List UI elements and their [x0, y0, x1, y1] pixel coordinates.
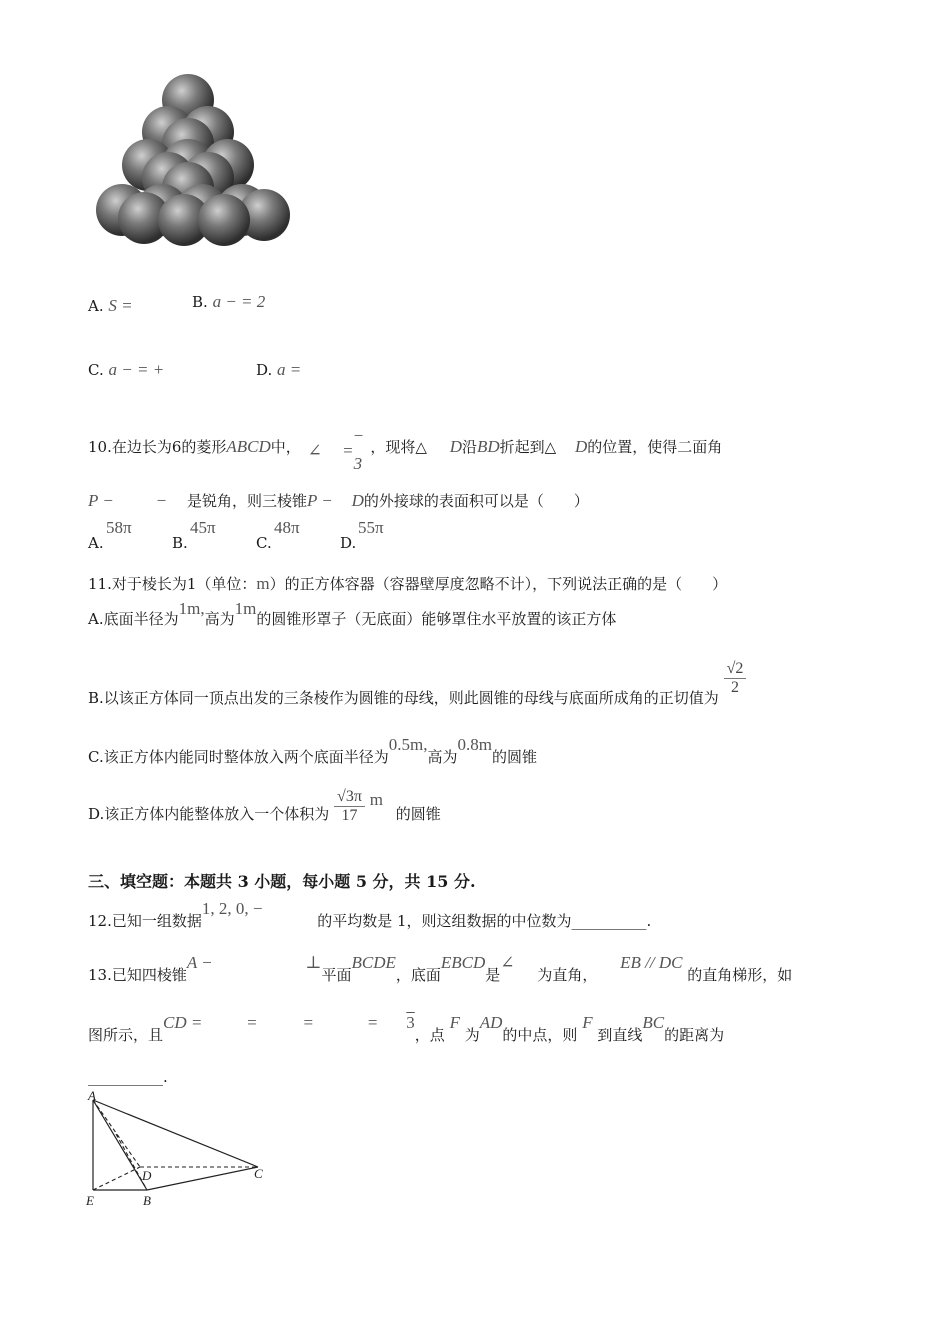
q10-var: − — [156, 491, 167, 510]
q13-perp: ⊥ — [305, 953, 322, 972]
q13-eq: = — [247, 1013, 257, 1032]
q11-value: 0.5m, — [388, 735, 428, 754]
q11-option-a — [88, 599, 617, 629]
q10-line1: 10.在边长为6的菱形ABCD中， ∠ = − 3 ，现将△ D沿BD折起到△ D的位置，使得二面角 — [88, 426, 723, 473]
q13-var: CD = — [163, 1013, 203, 1032]
label-c: C — [254, 1166, 263, 1181]
q9-option-c — [88, 360, 164, 380]
q10-rhombus: ABCD — [226, 437, 271, 456]
option-expr: a = — [277, 360, 302, 379]
q13-text: 到直线 — [597, 1026, 643, 1044]
q10-var: BD — [477, 437, 500, 456]
q10-angle-den: 3 — [353, 454, 363, 473]
q10-option-d-value: 55π — [358, 518, 384, 537]
q13-line2 — [88, 1012, 725, 1044]
q10-text: 的位置，使得二面角 — [587, 438, 723, 456]
q10-text: 10.在边长为6的菱形 — [88, 438, 227, 456]
q13-text: 为 — [464, 1026, 480, 1044]
q9-option-b — [192, 292, 265, 312]
q13-text: 为直角， — [537, 966, 598, 984]
q11-text: 高为 — [427, 748, 458, 766]
q13-parallel: EB // DC — [620, 953, 683, 972]
label-a: A — [88, 1088, 96, 1103]
fraction-numerator: √2 — [724, 660, 747, 679]
q13-var: F — [449, 1013, 460, 1032]
q11-unit: m — [369, 789, 383, 809]
q10-var: P − — [306, 491, 333, 510]
option-denominator: 2 — [256, 292, 266, 311]
edge-bc — [147, 1167, 258, 1190]
q13-text: 的中点，则 — [502, 1026, 578, 1044]
q13-sqrt: 3 — [406, 1013, 415, 1032]
q10-option-d-label: D. — [340, 534, 357, 552]
q10-option-c-label: C. — [256, 534, 272, 552]
q13-var: EBCD — [440, 953, 486, 972]
q12-text: 12.已知一组数据 — [88, 912, 202, 930]
q10-text: 折起到△ — [499, 438, 557, 456]
q10-text: 沿 — [461, 438, 477, 456]
q11-text: A.底面半径为 — [88, 610, 179, 628]
q11-value: 1m, — [178, 599, 205, 618]
q13-var: F — [582, 1013, 593, 1032]
q11-option-d — [88, 788, 441, 825]
q12-text: 的平均数是 1，则这组数据的中位数为__________. — [317, 912, 652, 930]
q11-text: 的圆锥形罩子（无底面）能够罩住水平放置的该正方体 — [256, 610, 617, 628]
q13-eq: = — [367, 1013, 378, 1032]
q12 — [88, 898, 652, 930]
q10-text: 是锐角，则三棱锥 — [186, 492, 307, 510]
q10-text: ，现将△ — [370, 438, 427, 456]
pyramid-figure — [80, 1088, 280, 1212]
q11-text: 高为 — [204, 610, 235, 628]
q10-text: 中， — [270, 438, 301, 456]
q10-option-a-value: 58π — [106, 518, 132, 537]
option-expr: S = — [108, 296, 133, 315]
sphere — [198, 194, 250, 246]
q13-var: BCDE — [351, 953, 396, 972]
q11-stem — [88, 573, 727, 594]
q13-text: ，底面 — [395, 966, 441, 984]
q13-eq: = — [303, 1013, 314, 1032]
q13-text: 13.已知四棱锥 — [88, 966, 187, 984]
label-d: D — [142, 1168, 152, 1183]
q13-var: A − — [186, 953, 213, 972]
edge-ac — [93, 1100, 258, 1167]
q11-fraction — [724, 660, 747, 697]
q10-option-c-value: 48π — [274, 518, 300, 537]
fraction-numerator: √3π — [334, 788, 365, 807]
q11-unit: m — [256, 574, 270, 593]
q10-line2 — [88, 490, 589, 511]
q13-text: ，点 — [414, 1026, 445, 1044]
q9-option-a — [88, 296, 133, 316]
q10-text: 的外接球的表面积可以是（ ） — [363, 492, 589, 510]
q13-angle: ∠ — [500, 953, 515, 972]
fraction-denominator: 2 — [730, 679, 739, 696]
q10-var: D — [449, 437, 462, 456]
q13-var: BC — [642, 1013, 665, 1032]
option-expr: a − = + — [108, 360, 165, 379]
q13-answer-blank: __________. — [88, 1068, 168, 1086]
q13-text: 的距离为 — [664, 1026, 725, 1044]
q11-text: ）的正方体容器（容器壁厚度忽略不计），下列说法正确的是（ ） — [269, 575, 728, 593]
option-label: D. — [256, 361, 273, 379]
q13-text: 平面 — [321, 966, 352, 984]
q10-options — [88, 518, 488, 554]
q11-option-c — [88, 734, 537, 766]
stacked-spheres-image — [88, 70, 293, 250]
section-heading: 三、填空题：本题共 3 小题，每小题 5 分，共 15 分. — [88, 872, 476, 891]
option-label: C. — [88, 361, 104, 379]
q13-var: AD — [479, 1013, 503, 1032]
q13-text: 图所示，且 — [88, 1026, 164, 1044]
label-b: B — [143, 1193, 151, 1208]
option-label: A. — [88, 297, 104, 315]
q13-text: 的直角梯形，如 — [687, 966, 793, 984]
q11-text: C.该正方体内能同时整体放入两个底面半径为 — [88, 748, 389, 766]
q13-text: 是 — [485, 966, 501, 984]
q10-option-a-label: A. — [88, 534, 104, 552]
edge-ed — [93, 1167, 140, 1190]
q9-option-d — [256, 360, 301, 380]
q11-text: D.该正方体内能整体放入一个体积为 — [88, 804, 330, 823]
fraction-denominator: 17 — [341, 807, 358, 824]
q11-text: 11.对于棱长为1（单位： — [88, 575, 257, 593]
q11-text: 的圆锥 — [395, 804, 441, 823]
q10-option-b-label: B. — [172, 534, 188, 552]
label-e: E — [86, 1193, 94, 1208]
q10-var: P − — [88, 491, 114, 510]
q11-value: 0.8m — [457, 735, 492, 754]
q11-value: 1m — [234, 599, 257, 618]
q10-option-b-value: 45π — [190, 518, 216, 537]
q13-line1 — [88, 952, 793, 984]
q11-option-b — [88, 660, 746, 707]
q11-text: B.以该正方体同一顶点出发的三条棱作为圆锥的母线，则此圆锥的母线与底面所成角的正切值为 — [88, 688, 719, 707]
q12-data: 1, 2, 0, − — [201, 899, 263, 918]
q10-var: D — [575, 437, 588, 456]
option-expr: a − = — [212, 292, 257, 311]
option-label: B. — [192, 293, 208, 311]
q11-text: 的圆锥 — [491, 748, 537, 766]
q11-fraction — [334, 788, 365, 825]
q10-var: D — [351, 491, 364, 510]
